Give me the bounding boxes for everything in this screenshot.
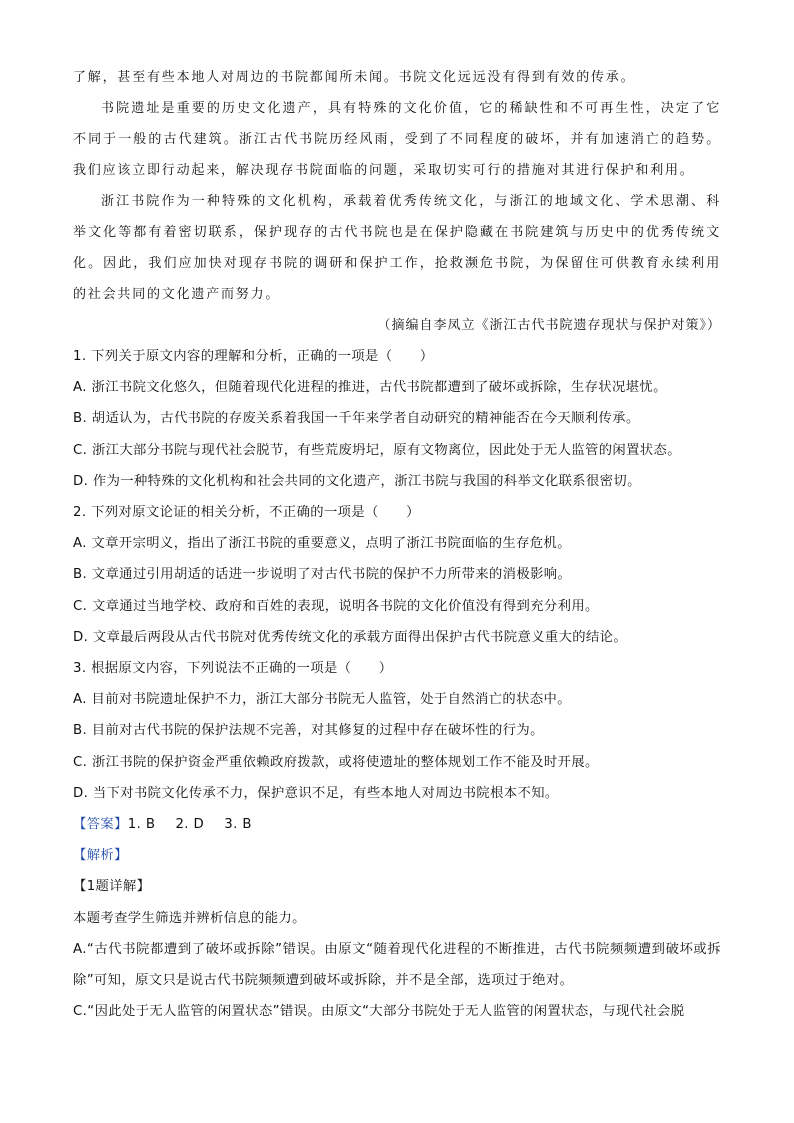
passage-paragraph-2: 书院遗址是重要的历史文化遗产，具有特殊的文化价值，它的稀缺性和不可再生性，决定了它不同于一般的古代建筑。浙江古代书院历经风雨，受到了不同程度的破坏，并有加速消亡的趋势。我们应该立即行动起来，解决现存书院面临的问题，采取切实可行的措施对其进行保护和利用。 <box>73 101 721 178</box>
question-3-option-b: B. 目前对古代书院的保护法规不完善，对其修复的过程中存在破坏性的行为。 <box>73 723 544 739</box>
question-section <box>73 341 721 1027</box>
question-1-stem: 1. 下列关于原文内容的理解和分析，正确的一项是（ ） <box>73 349 434 364</box>
passage-source: （摘编自李凤立《浙江古代书院遗存现状与保护对策》） <box>377 318 721 333</box>
analysis-option-c: C.“因此处于无人监管的闲置状态”错误。由原文“大部分书院处于无人监管的闲置状态，与现代社会脱 <box>73 1004 685 1020</box>
question-2-option-d: D. 文章最后两段从古代书院对优秀传统文化的承载方面得出保护古代书院意义重大的结论。 <box>73 629 628 645</box>
question-2-option-c: C. 文章通过当地学校、政府和百姓的表现，说明各书院的文化价值没有得到充分利用。 <box>73 598 599 614</box>
question-1-option-a: A. 浙江书院文化悠久，但随着现代化进程的推进，古代书院都遭到了破坏或拆除，生存状况堪忧。 <box>73 380 667 396</box>
answer-item-2: 2. D <box>175 817 205 833</box>
answer-tag: 【答案】 <box>73 817 128 833</box>
passage-paragraph-1: 了解，甚至有些本地人对周边的书院都闻所未闻。书院文化远远没有得到有效的传承。 <box>73 70 636 85</box>
question-3-option-d: D. 当下对书院文化传承不力，保护意识不足，有些本地人对周边书院根本不知。 <box>73 785 559 801</box>
document-page <box>73 62 721 1027</box>
analysis-q1-header: 【1题详解】 <box>73 879 151 895</box>
question-3-stem: 3. 根据原文内容，下列说法不正确的一项是（ ） <box>73 661 393 677</box>
question-2-option-a: A. 文章开宗明义，指出了浙江书院的重要意义，点明了浙江书院面临的生存危机。 <box>73 536 571 552</box>
question-3-option-a: A. 目前对书院遗址保护不力，浙江大部分书院无人监管，处于自然消亡的状态中。 <box>73 692 571 708</box>
question-1-option-d: D. 作为一种特殊的文化机构和社会共同的文化遗产，浙江书院与我国的科举文化联系很密切。 <box>73 473 641 489</box>
passage-paragraph-3: 浙江书院作为一种特殊的文化机构，承载着优秀传统文化，与浙江的地域文化、学术思潮、科举文化等都有着密切联系，保护现存的古代书院也是在保护隐藏在书院建筑与历史中的优秀传统文化。因此，我们应加快对现存书院的调研和保护工作，抢救濒危书院，为保留住可供教育永续利用的社会共同的文化遗产而努力。 <box>73 194 721 302</box>
question-1-option-c: C. 浙江大部分书院与现代社会脱节，有些荒废坍圮，原有文物离位，因此处于无人监管的闲置状态。 <box>73 442 681 458</box>
question-1-option-b: B. 胡适认为，古代书院的存废关系着我国一千年来学者自动研究的精神能否在今天顺利传承。 <box>73 411 640 427</box>
answer-item-3: 3. B <box>224 817 252 833</box>
answer-item-1: 1. B <box>127 817 156 833</box>
analysis-tag: 【解析】 <box>73 848 128 864</box>
question-2-stem: 2. 下列对原文论证的相关分析，不正确的一项是（ ） <box>73 505 420 521</box>
analysis-option-a: A.“古代书院都遭到了破坏或拆除”错误。由原文“随着现代化进程的不断推进，古代书院频频遭到破坏或拆除”可知，原文只是说古代书院频频遭到破坏或拆除，并不是全部，选项过于绝对。 <box>73 941 721 989</box>
analysis-intro: 本题考查学生筛选并辨析信息的能力。 <box>73 910 306 926</box>
answer-line <box>73 809 721 840</box>
reading-passage <box>73 62 721 341</box>
question-3-option-c: C. 浙江书院的保护资金严重依赖政府拨款，或将使遗址的整体规划工作不能及时开展。 <box>73 754 599 770</box>
question-2-option-b: B. 文章通过引用胡适的话进一步说明了对古代书院的保护不力所带来的消极影响。 <box>73 567 572 583</box>
